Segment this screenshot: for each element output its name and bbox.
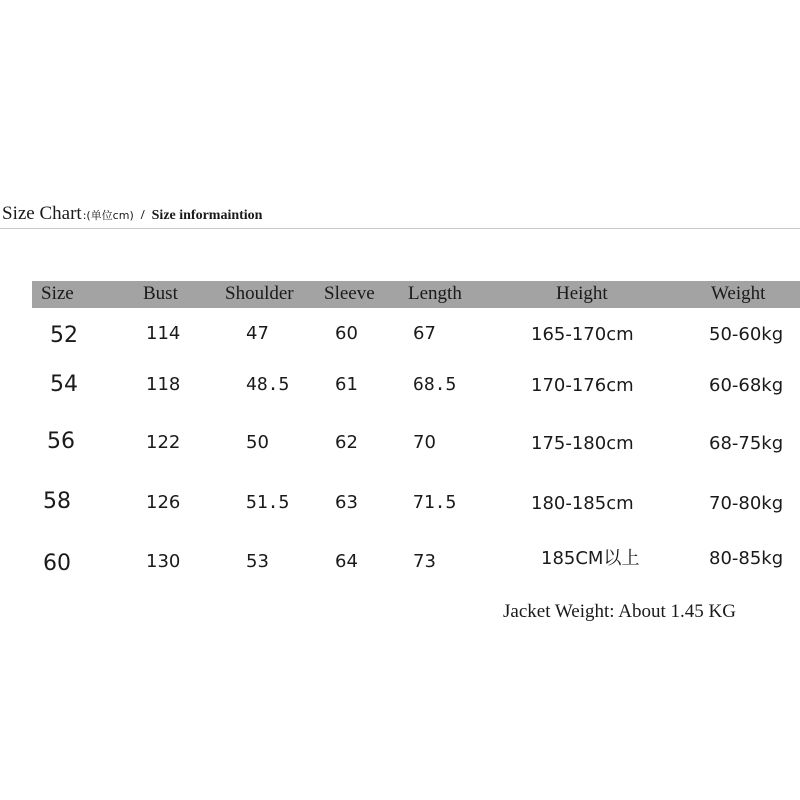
- shoulder-cell: 48.5: [246, 374, 290, 395]
- weight-cell: 50-60kg: [709, 324, 784, 345]
- weight-cell: 68-75kg: [709, 433, 784, 454]
- sleeve-cell: 62: [335, 432, 358, 453]
- bust-cell: 126: [146, 492, 181, 513]
- height-cell: 175-180cm: [531, 433, 634, 454]
- heading-divider: [0, 228, 800, 229]
- unit-label: :(单位cm): [82, 209, 134, 222]
- length-cell: 73: [413, 551, 436, 572]
- sleeve-cell: 61: [335, 374, 358, 395]
- weight-cell: 70-80kg: [709, 493, 784, 514]
- jacket-weight-note: Jacket Weight: About 1.45 KG: [503, 601, 736, 622]
- height-cell: 180-185cm: [531, 493, 634, 514]
- column-header-length: Length: [408, 283, 462, 304]
- bust-cell: 130: [146, 551, 181, 572]
- size-cell: 60: [43, 551, 71, 576]
- weight-cell: 60-68kg: [709, 375, 784, 396]
- column-header-bust: Bust: [143, 283, 178, 304]
- shoulder-cell: 50: [246, 432, 269, 453]
- chart-subtitle: Size informaintion: [151, 208, 263, 223]
- weight-cell: 80-85kg: [709, 548, 784, 569]
- column-header-height: Height: [556, 283, 608, 304]
- sleeve-cell: 60: [335, 323, 358, 344]
- length-cell: 70: [413, 432, 436, 453]
- title-separator: /: [140, 208, 145, 223]
- column-header-sleeve: Sleeve: [324, 283, 375, 304]
- height-cell: 185CM以上: [541, 548, 640, 569]
- sleeve-cell: 63: [335, 492, 358, 513]
- size-cell: 54: [50, 372, 78, 397]
- length-cell: 68.5: [413, 374, 457, 395]
- bust-cell: 122: [146, 432, 181, 453]
- bust-cell: 114: [146, 323, 181, 344]
- shoulder-cell: 51.5: [246, 492, 290, 513]
- size-chart-heading: [2, 203, 262, 225]
- size-cell: 58: [43, 489, 71, 514]
- height-cell: 170-176cm: [531, 375, 634, 396]
- size-cell: 56: [47, 429, 75, 454]
- chart-title: Size Chart: [2, 203, 82, 224]
- size-cell: 52: [50, 323, 78, 348]
- sleeve-cell: 64: [335, 551, 358, 572]
- shoulder-cell: 53: [246, 551, 269, 572]
- column-header-weight: Weight: [711, 283, 766, 304]
- height-cell: 165-170cm: [531, 324, 634, 345]
- length-cell: 67: [413, 323, 436, 344]
- length-cell: 71.5: [413, 492, 457, 513]
- shoulder-cell: 47: [246, 323, 269, 344]
- column-header-size: Size: [41, 283, 74, 304]
- bust-cell: 118: [146, 374, 181, 395]
- column-header-shoulder: Shoulder: [225, 283, 294, 304]
